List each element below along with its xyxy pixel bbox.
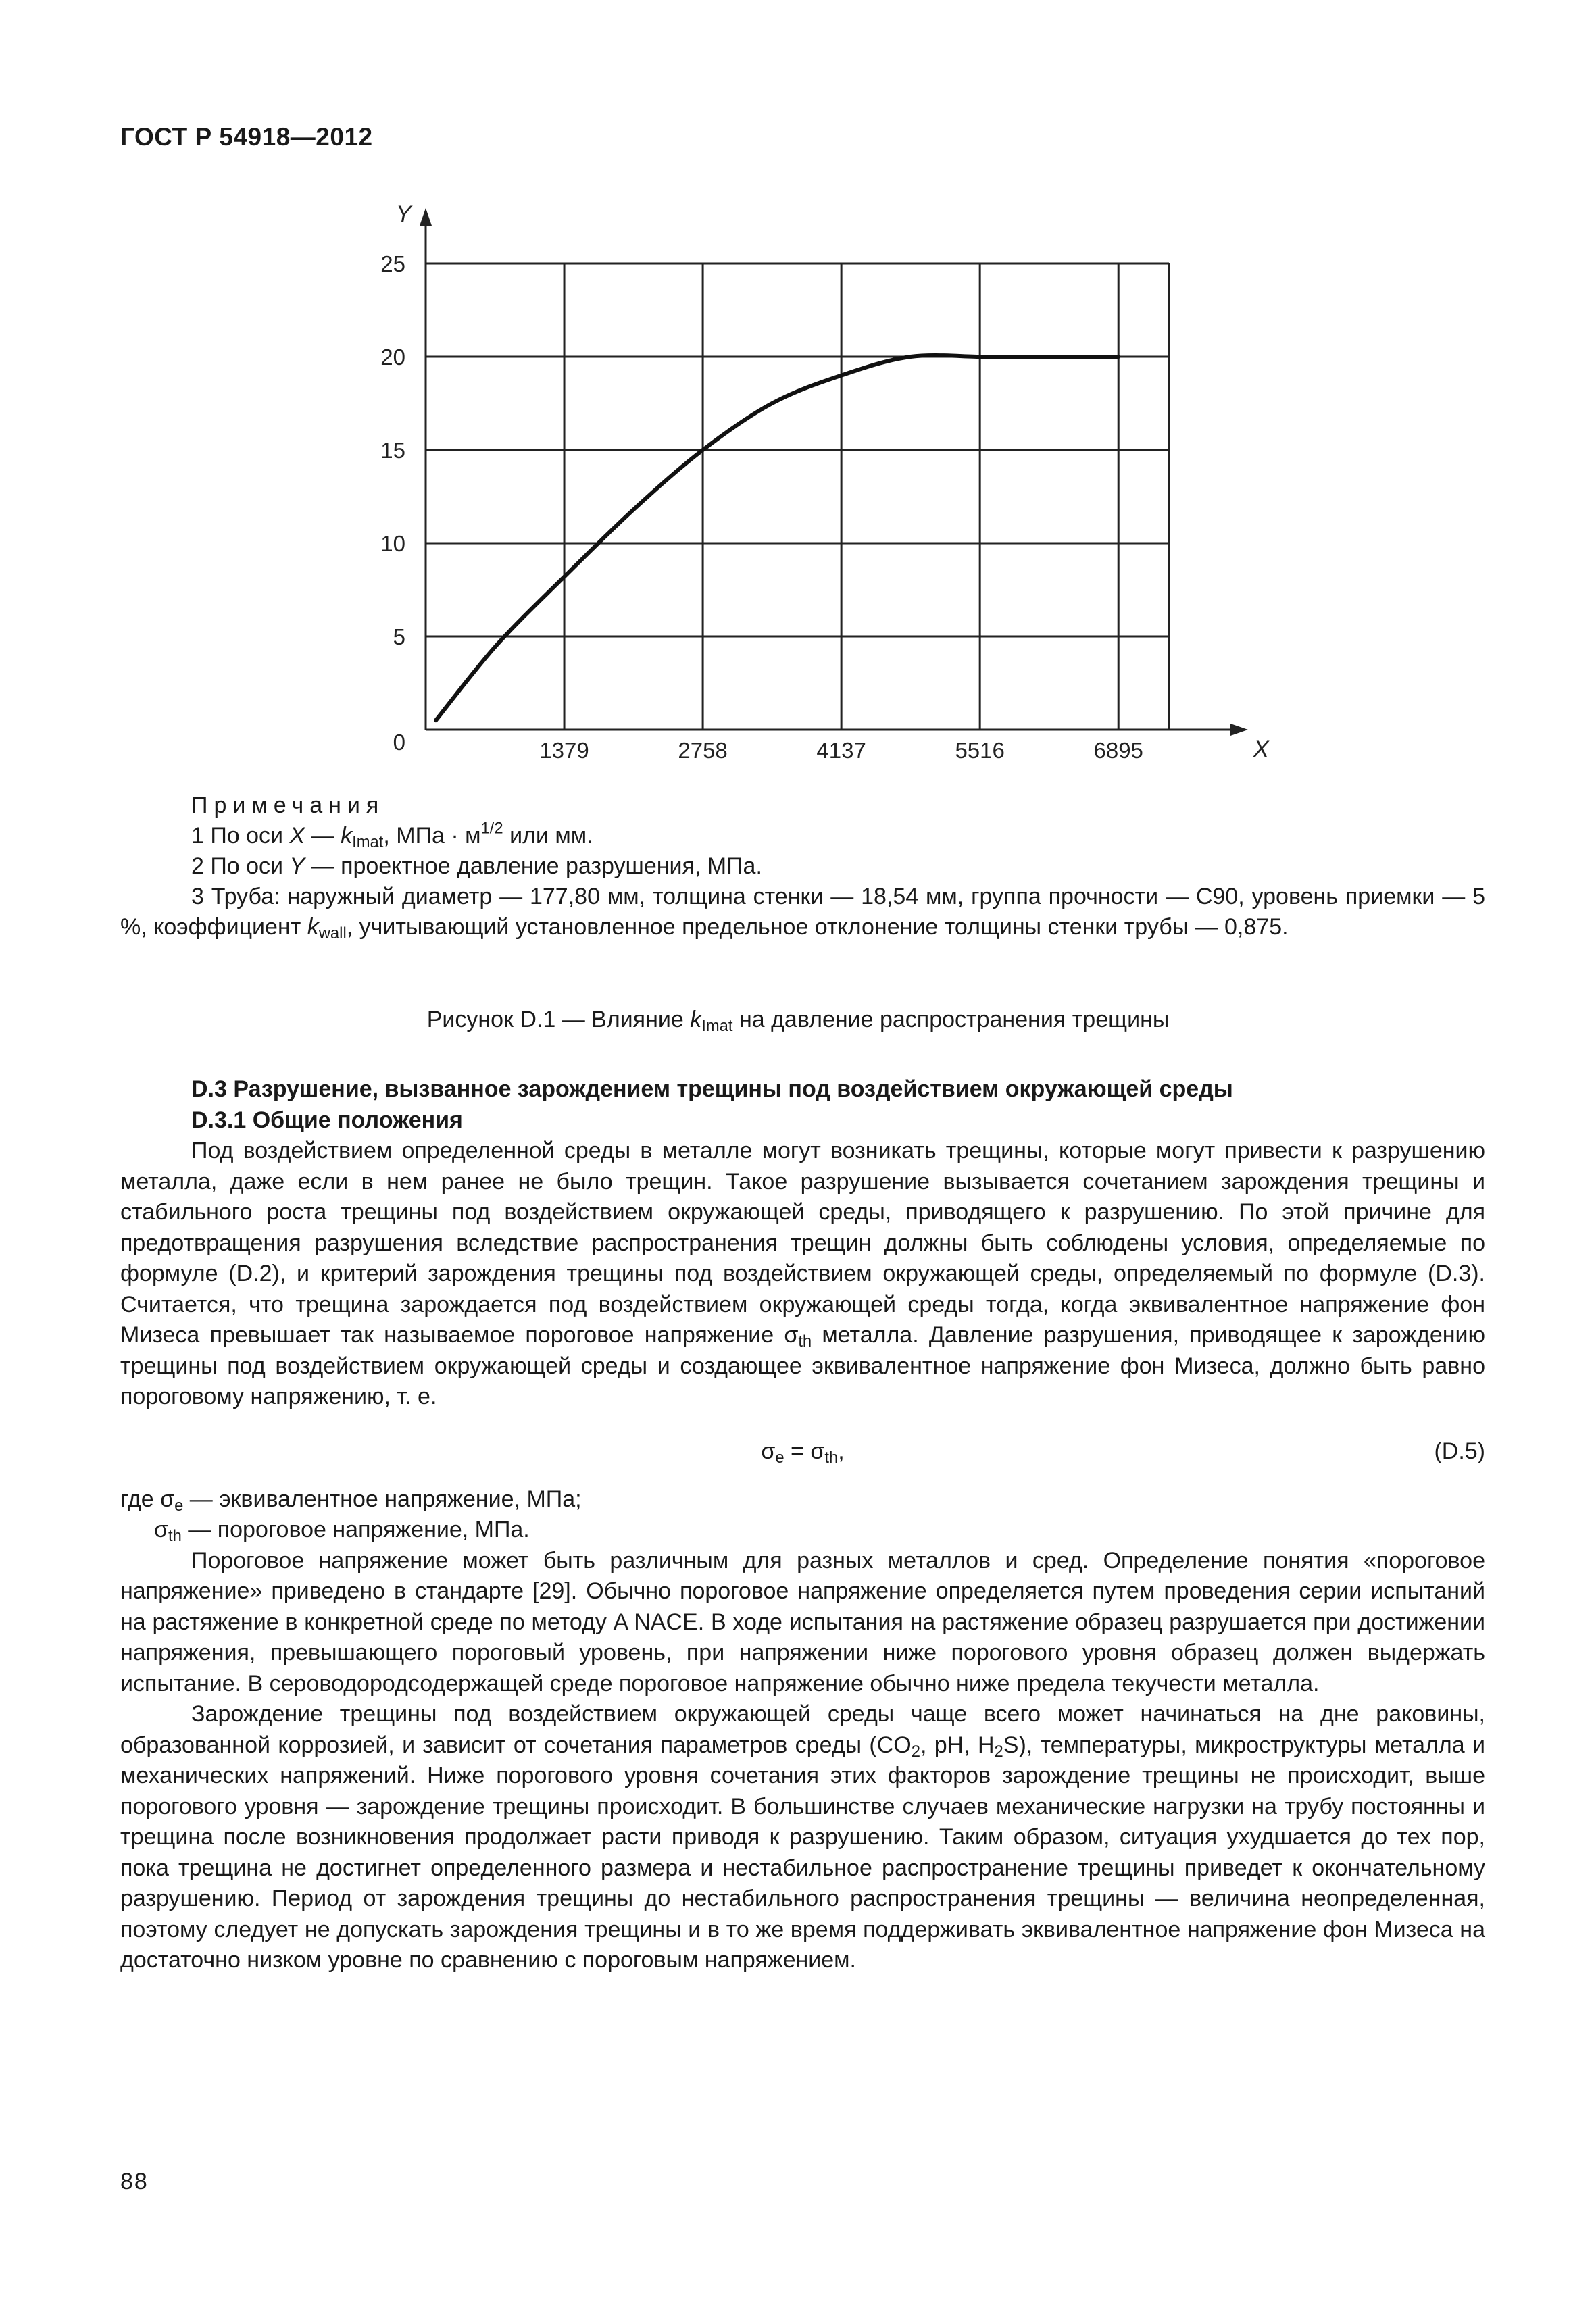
document-header: ГОСТ Р 54918—2012 bbox=[120, 123, 373, 151]
figure-d1-chart bbox=[378, 196, 1269, 777]
y-tick-label-25: 25 bbox=[380, 251, 405, 276]
section-d3 bbox=[120, 1074, 1485, 1976]
formula-d5 bbox=[120, 1422, 1485, 1480]
y-tick-label-5: 5 bbox=[393, 624, 405, 649]
note-3: 3 Труба: наружный диаметр — 177,80 мм, толщина стенки — 18,54 мм, группа прочности — С90, уровень приемки — 5 %, коэффициент $k_{wall}$, учитывающий установленное предельное отклонение толщины стенки трубы — 0,875. bbox=[120, 884, 1485, 942]
page-number: 88 bbox=[120, 2169, 149, 2194]
chart-svg bbox=[378, 196, 1269, 777]
formula-number: (D.5) bbox=[1434, 1438, 1485, 1464]
paragraph-1: Под воздействием определенной среды в металле могут возникать трещины, которые могут привести к разрушению металла, даже если в нем ранее не было трещин. Такое разрушение вызывается сочетанием зарождения трещины и стабильного роста трещины под воздействием окружающей среды, приводящего к разрушению. По этой причине для предотвращения разрушения вследствие распространения трещин должны быть соблюдены условия, определяемые по формуле (D.2), и критерий зарождения трещины под воздействием окружающей среды, определяемый по формуле (D.3). Считается, что трещина зарождается под воздействием окружающей среды тогда, когда эквивалентное напряжение фон Мизеса превышает так называемое пороговое напряжение $\sigma_{th}$ металла. Давление разрушения, приводящее к зарождению трещины под воздействием окружающей среды и создающее эквивалентное напряжение фон Мизеса, должно быть равно пороговому напряжению, т. е. bbox=[120, 1138, 1485, 1409]
y-tick-label-0: 0 bbox=[393, 730, 405, 755]
x-tick-label-1379: 1379 bbox=[539, 738, 589, 763]
paragraph-2: Пороговое напряжение может быть различным для разных металлов и сред. Определение понятия «пороговое напряжение» приведено в стандарте [29]. Обычно пороговое напряжение определяется путем проведения серии испытаний на растяжение в конкретной среде по методу A NACE. В ходе испытания на растяжение образец разрушается при достижении напряжения, превышающего пороговый уровень, при напряжении ниже порогового уровня образец должен выдержать испытание. В сероводородсодержащей среде пороговое напряжение обычно ниже предела текучести металла. bbox=[120, 1547, 1485, 1696]
x-tick-label-2758: 2758 bbox=[678, 738, 728, 763]
y-axis-label: Y bbox=[396, 201, 412, 227]
paragraph-3: Зарождение трещины под воздействием окружающей среды чаще всего может начинаться на дне раковины, образованной коррозией, и зависит от сочетания параметров среды ($CO_2$, pH, $H_2S$), температуры, микроструктуры металла и механических напряжений. Ниже порогового уровня сочетания этих факторов зарождение трещины не происходит, выше порогового уровня — зарождение трещины происходит. В большинстве случаев механические нагрузки на трубу постоянны и трещина после возникновения продолжает расти приводя к разрушению. Таким образом, ситуация ухудшается до тех пор, пока трещина не достигнет определенного размера и нестабильное распространение трещины приведет к окончательному разрушению. Период от зарождения трещины до нестабильного распространения трещины — величина неопределенная, поэтому следует не допускать зарождения трещины и в то же время поддерживать эквивалентное напряжение фон Мизеса на достаточно низком уровне по сравнению с пороговым напряжением. bbox=[120, 1701, 1485, 1973]
series-line-curve bbox=[436, 355, 1118, 720]
note-1: 1 По оси X — $k_{Imat}$, МПа · $м^{1/2}$ или мм. bbox=[191, 819, 593, 851]
formula-expression: $\sigma_e = \sigma_{th}$, bbox=[761, 1438, 845, 1467]
x-tick-label-4137: 4137 bbox=[816, 738, 866, 763]
note-2: 2 По оси Y — проектное давление разрушения, МПа. bbox=[191, 853, 762, 879]
y-tick-label-10: 10 bbox=[380, 531, 405, 556]
y-axis-arrow bbox=[420, 208, 432, 226]
where-line-1: где $\sigma_e$ — эквивалентное напряжение, МПа; bbox=[120, 1486, 582, 1515]
y-tick-label-20: 20 bbox=[380, 345, 405, 370]
y-tick-label-15: 15 bbox=[380, 438, 405, 463]
heading-d31: D.3.1 Общие положения bbox=[191, 1107, 463, 1133]
heading-d3: D.3 Разрушение, вызванное зарождением трещины под воздействием окружающей среды bbox=[191, 1076, 1233, 1102]
figure-caption: Рисунок D.1 — Влияние $k_{Imat}$ на давление распространения трещины bbox=[426, 1007, 1170, 1035]
x-tick-label-5516: 5516 bbox=[955, 738, 1005, 763]
figure-notes bbox=[120, 790, 1485, 942]
x-tick-label-6895: 6895 bbox=[1093, 738, 1143, 763]
where-line-2: $\sigma_{th}$ — пороговое напряжение, МПа. bbox=[154, 1517, 530, 1545]
x-axis-label: X bbox=[1253, 736, 1269, 762]
notes-title: Примечания bbox=[191, 793, 385, 818]
x-axis-arrow bbox=[1230, 724, 1248, 736]
